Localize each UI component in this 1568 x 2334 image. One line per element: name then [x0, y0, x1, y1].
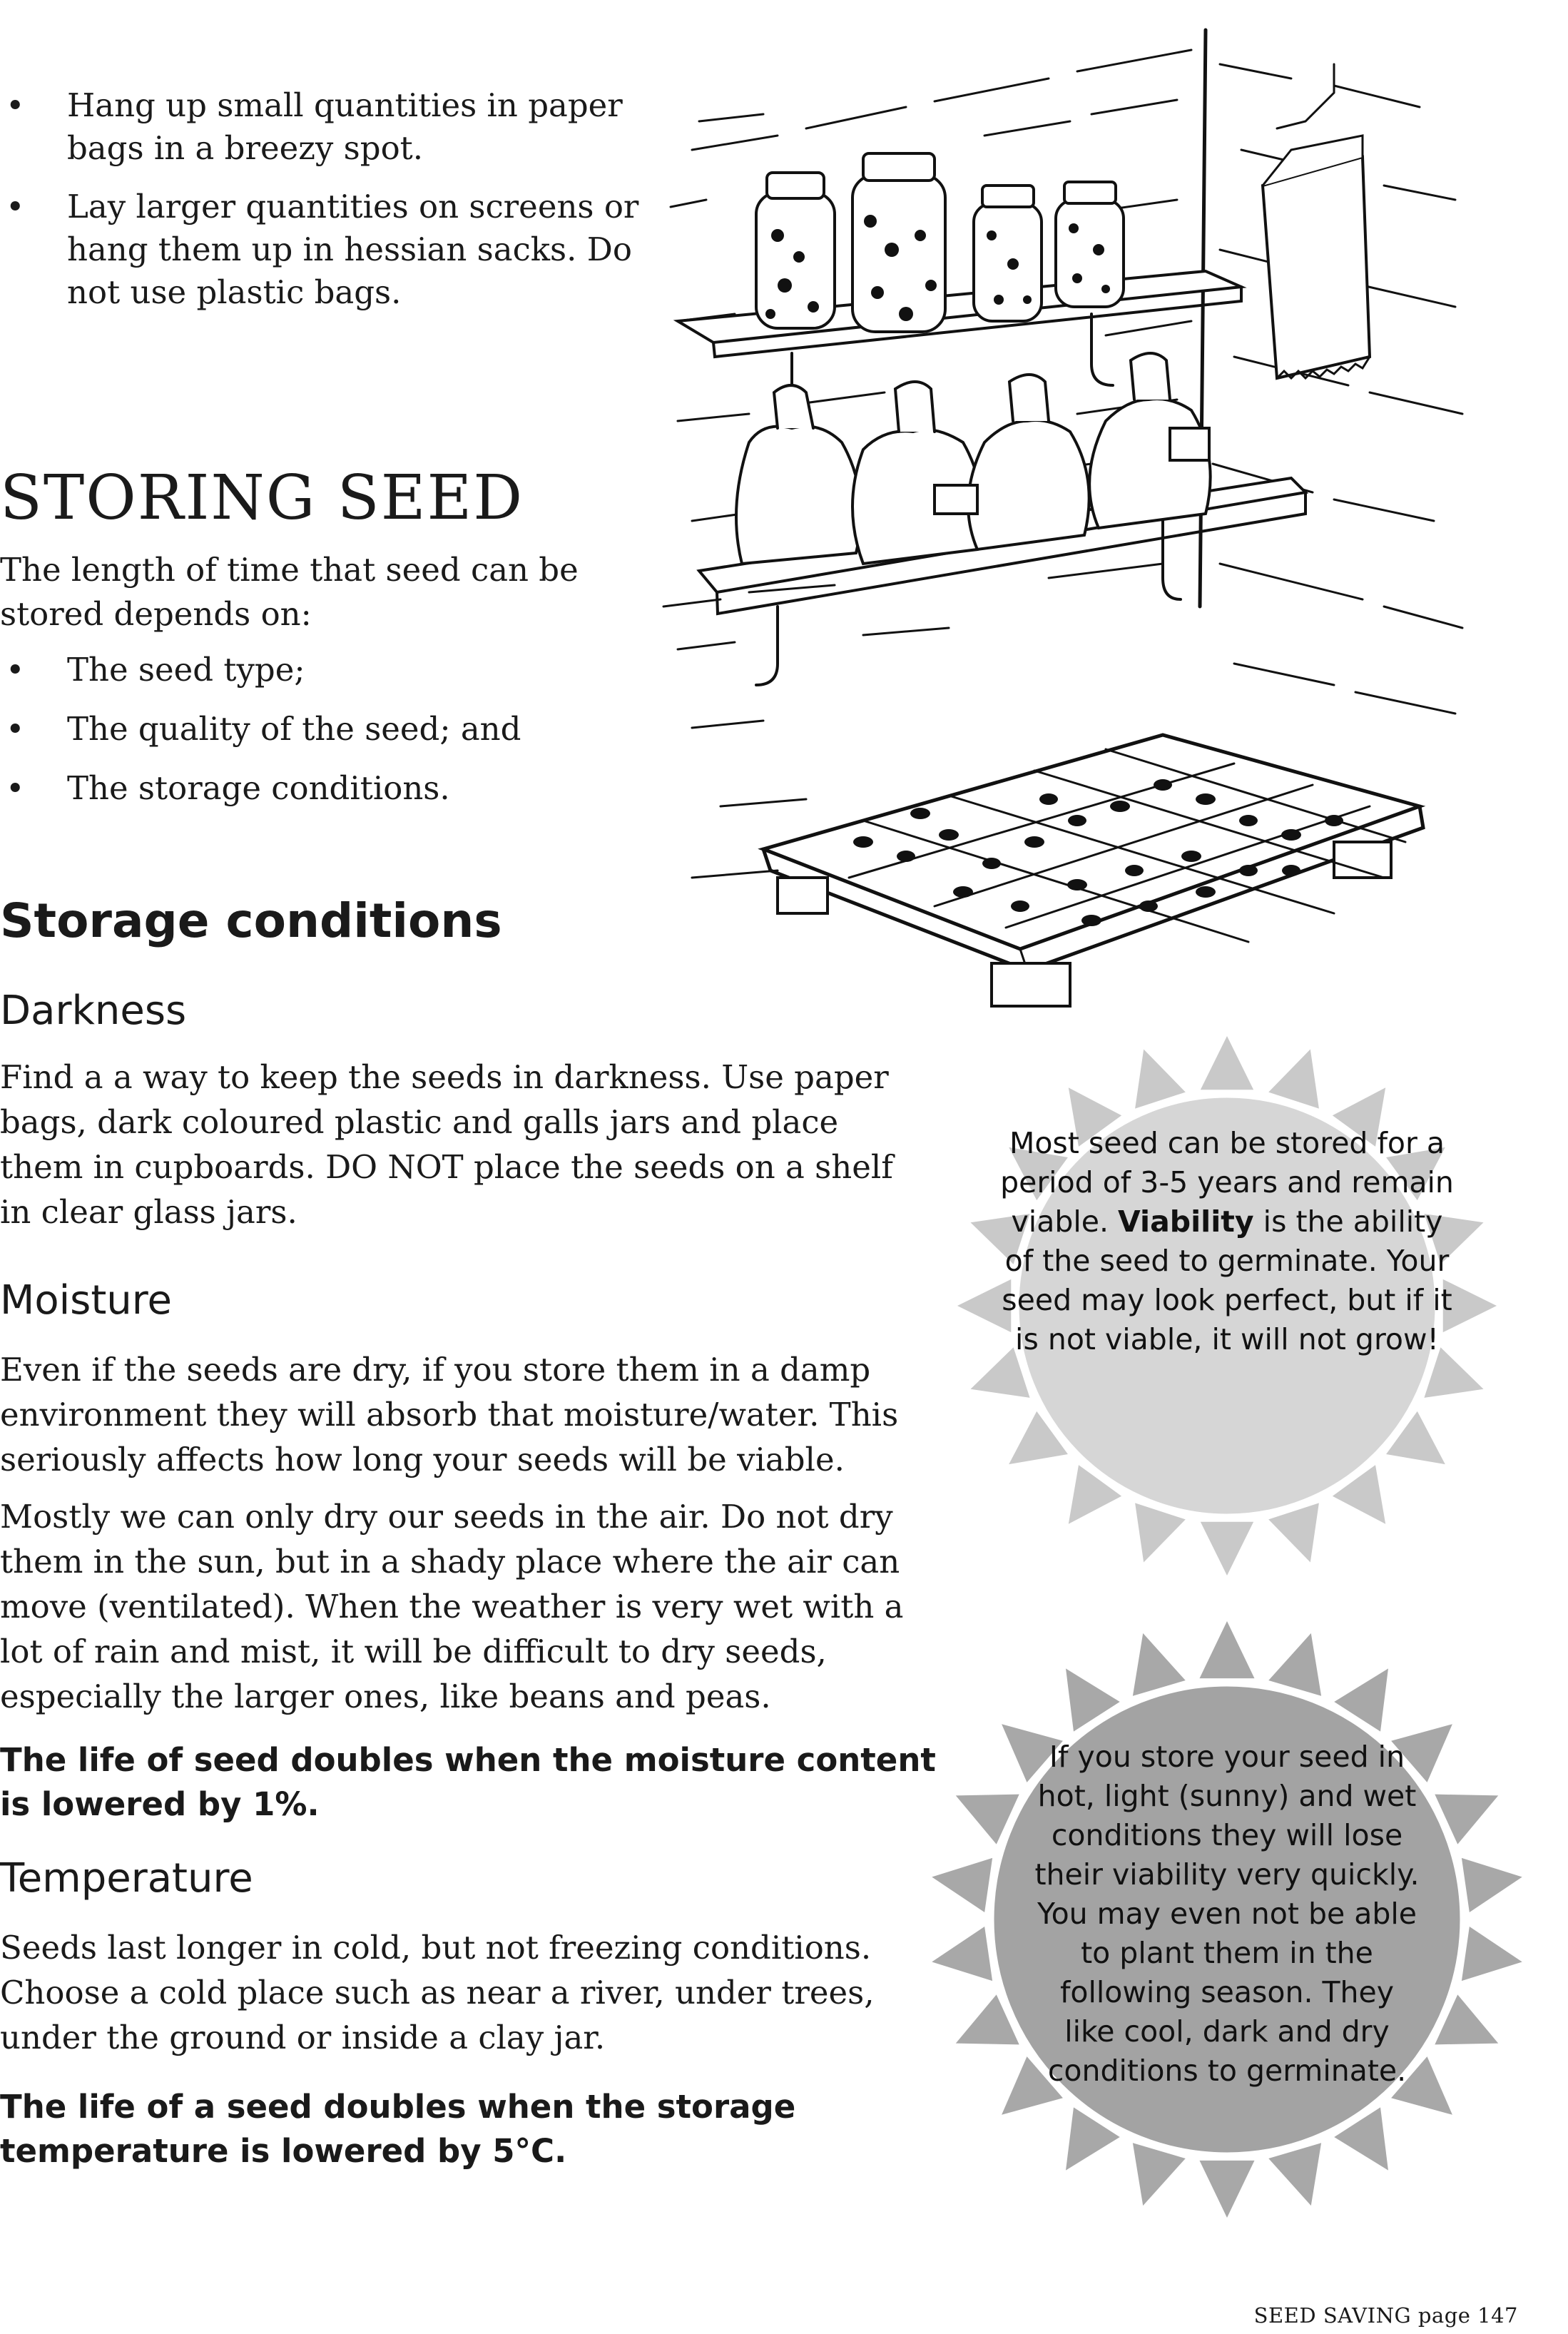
sun-ray	[1268, 2143, 1321, 2206]
temperature-note: The life of a seed doubles when the storage temperature is lowered by 5°C.	[0, 2088, 796, 2170]
section-title: STORING SEED	[0, 462, 524, 534]
storage-factor-list	[0, 648, 642, 826]
moisture-heading: Moisture	[0, 1277, 173, 1324]
viability-callout-text: Most seed can be stored for a period of 3-5 years and remain viable. Viability is the ability of the seed to germinate. Your seed may look perfect, but if it is not viable, it will not grow!	[1000, 1126, 1454, 1356]
top-bullet-list	[0, 84, 642, 330]
sun-ray	[1462, 1927, 1522, 1981]
darkness-paragraph: Find a a way to keep the seeds in darkness. Use paper bags, dark coloured plastic and galls jars and place them in cupboards. DO NOT place the seeds on a shelf in clear glass jars.	[0, 1058, 893, 1231]
storage-warning-callout-text: If you store your seed in hot, light (sunny) and wet conditions they will lose their viability very quickly. You may even not be able to plant them in the following season. They like cool, dark and dry conditions to germinate.	[1034, 1740, 1420, 2088]
bullet-item: • The quality of the seed; and	[0, 707, 642, 751]
temperature-heading: Temperature	[0, 1855, 253, 1902]
sun-ray	[1200, 1621, 1255, 1678]
sun-ray	[1133, 2143, 1186, 2206]
bullet-item: • Lay larger quantities on screens or hang them up in hessian sacks. Do not use plastic bags.	[0, 186, 642, 314]
sun-ray	[1200, 2161, 1255, 2218]
bullet-item: • The storage conditions.	[0, 766, 642, 811]
sun-ray	[1133, 1633, 1186, 1696]
page-footer: SEED SAVING page 147	[1253, 2303, 1518, 2328]
darkness-heading: Darkness	[0, 988, 187, 1034]
viability-term: Viability	[1118, 1204, 1254, 1239]
sun-ray	[932, 1858, 992, 1912]
sun-ray	[1462, 1858, 1522, 1912]
moisture-note: The life of seed doubles when the moisture content is lowered by 1%.	[0, 1741, 936, 1823]
temperature-paragraph: Seeds last longer in cold, but not freezing conditions. Choose a cold place such as near a river, under trees, under the ground or inside a clay jar.	[0, 1929, 875, 2056]
intro-text: The length of time that seed can be stored depends on:	[0, 551, 579, 633]
sun-ray	[932, 1927, 992, 1981]
sun-ray	[1268, 1633, 1321, 1696]
moisture-paragraph: Even if the seeds are dry, if you store them in a damp environment they will absorb that moisture/water. This seriously affects how long your seeds will be viable.	[0, 1351, 899, 1478]
seed-storage-illustration	[649, 21, 1470, 1020]
storage-conditions-heading: Storage conditions	[0, 893, 502, 948]
sun-ray	[1201, 1036, 1253, 1090]
sun-ray	[1201, 1522, 1253, 1576]
moisture-paragraph: Mostly we can only dry our seeds in the air. Do not dry them in the sun, but in a shady place where the air can move (ventilated). When the weather is very wet with a lot of rain and mist, it will be difficult to dry seeds, especially the larger ones, like beans and peas.	[0, 1498, 904, 1715]
bullet-item: • The seed type;	[0, 648, 642, 692]
bullet-item: • Hang up small quantities in paper bags in a breezy spot.	[0, 84, 642, 170]
